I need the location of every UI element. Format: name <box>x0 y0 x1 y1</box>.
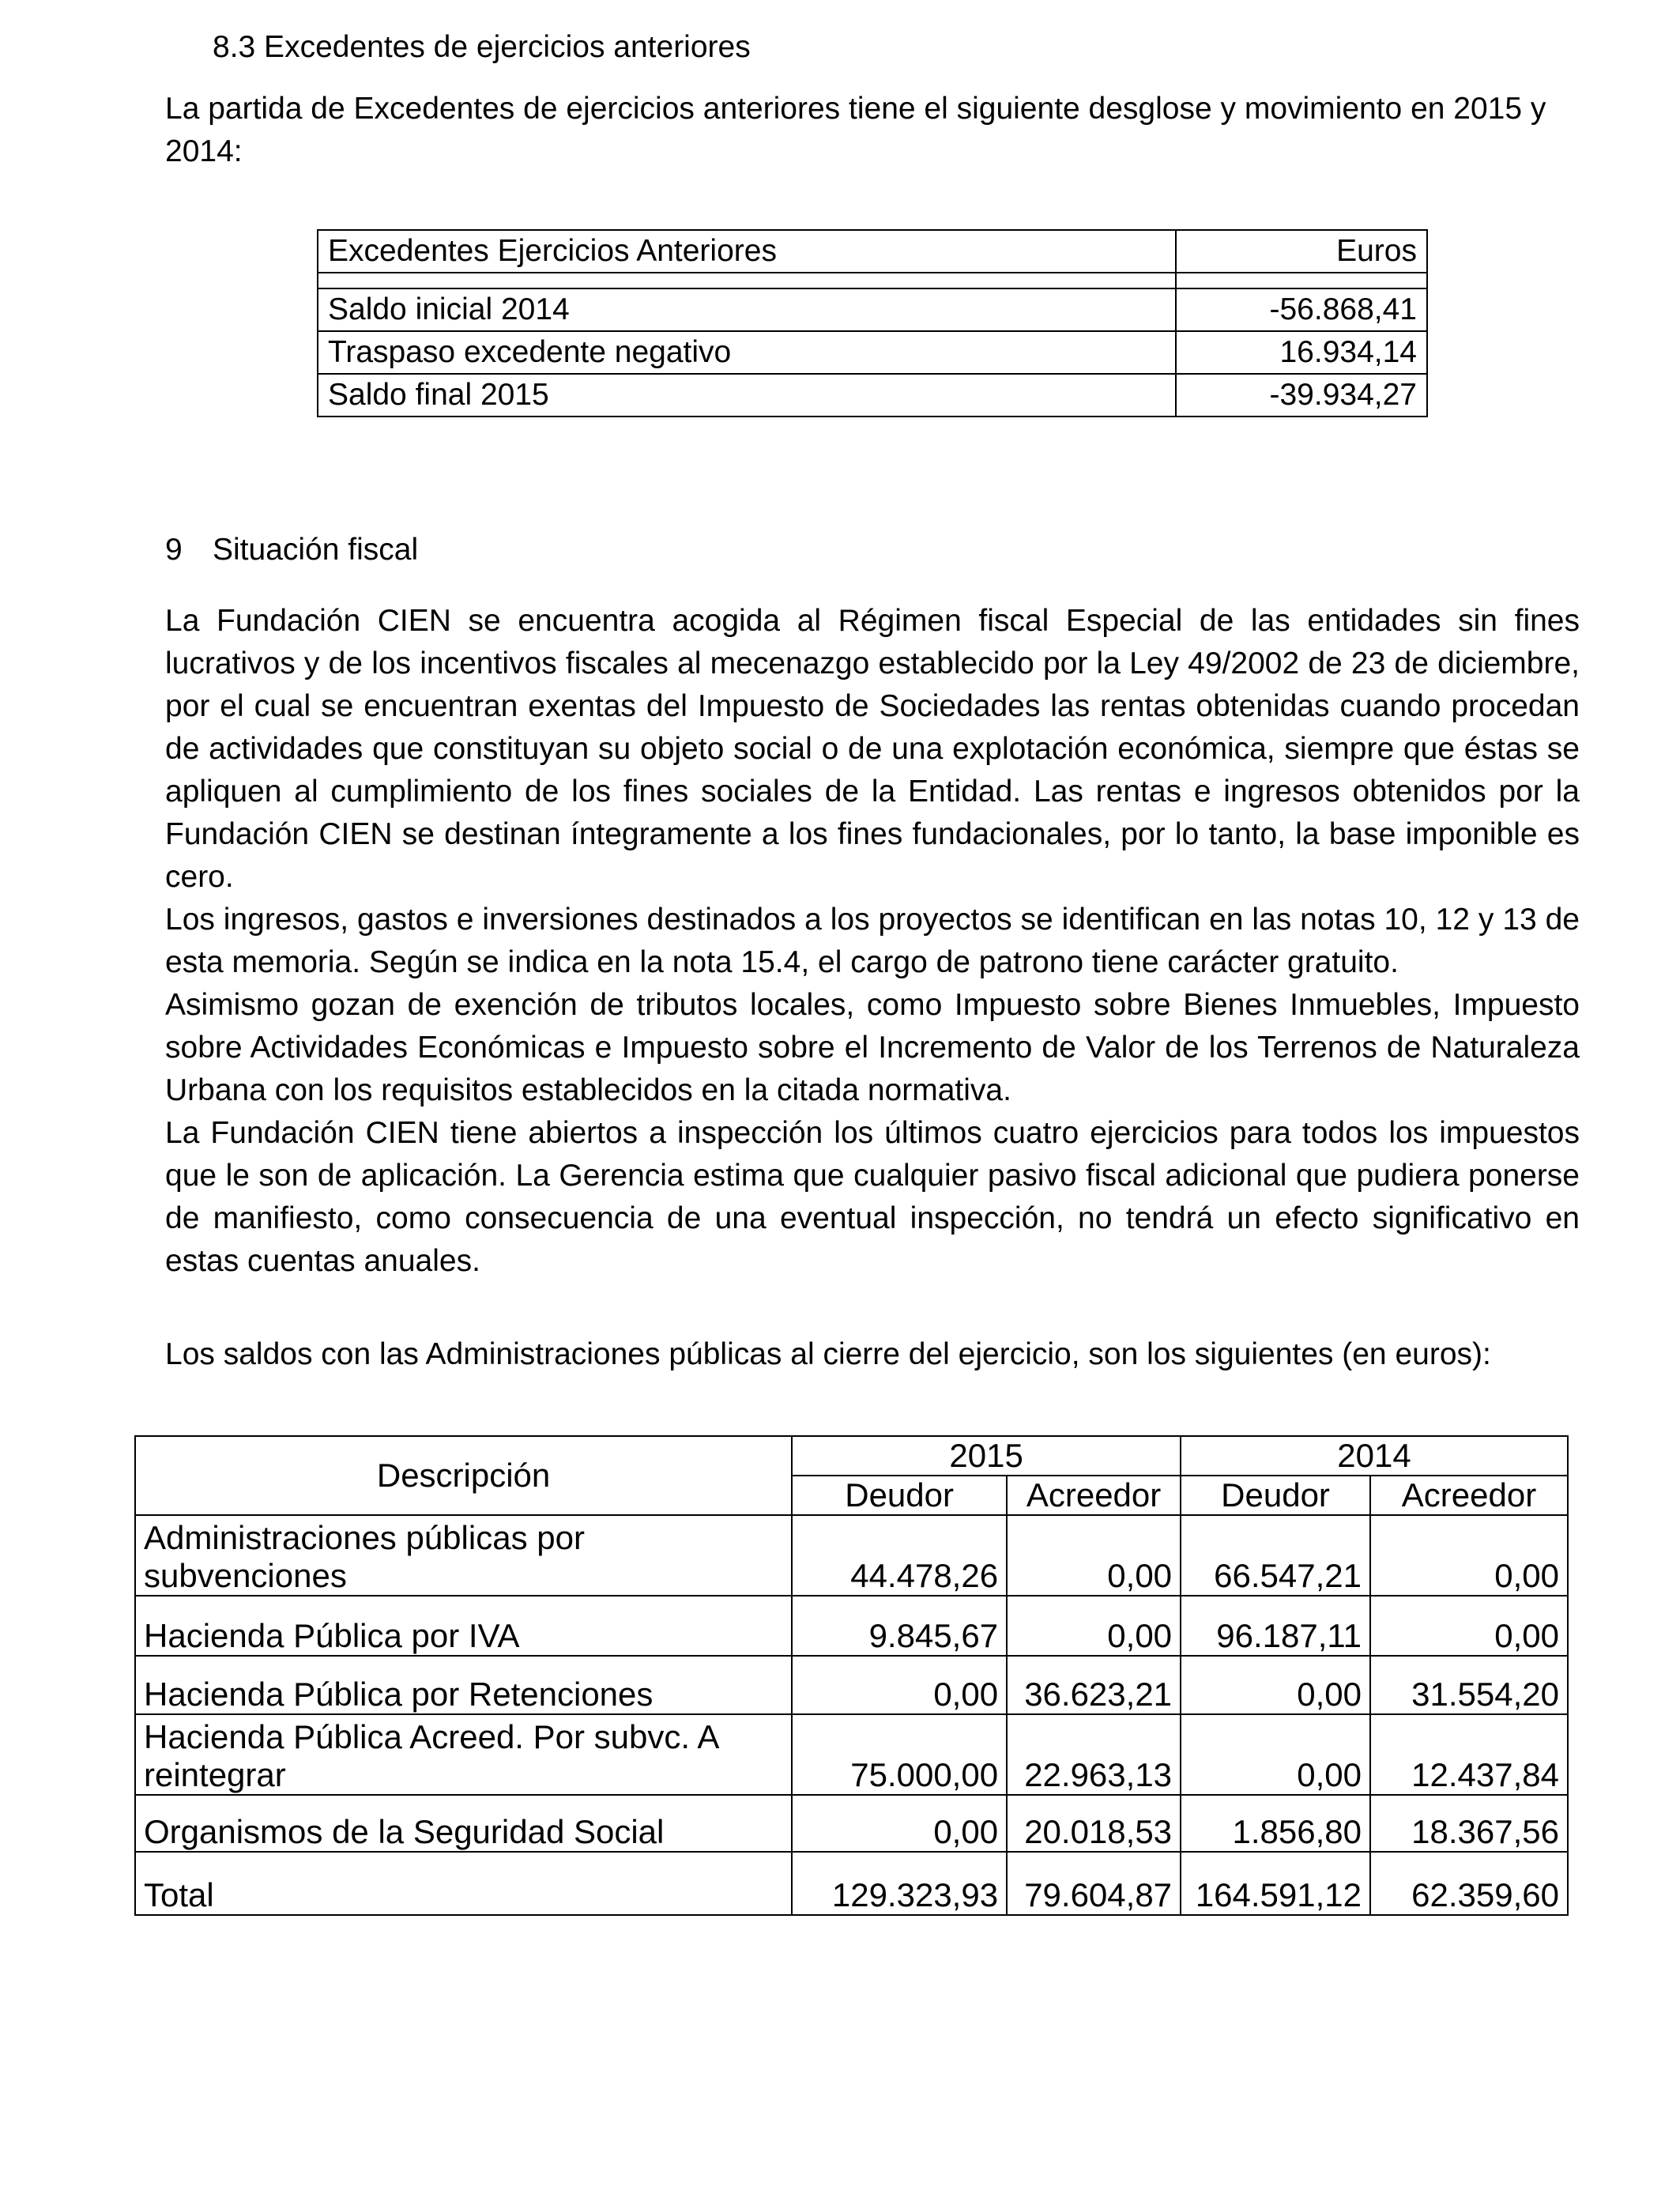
deudor-header: Deudor <box>792 1476 1007 1515</box>
table-row <box>135 1515 1568 1596</box>
header-value: Euros <box>1176 230 1427 273</box>
table-total-row <box>135 1852 1568 1915</box>
row-desc: Organismos de la Seguridad Social <box>135 1795 792 1852</box>
cell-acreedor-2015: 79.604,87 <box>1007 1852 1181 1915</box>
header-label: Excedentes Ejercicios Anteriores <box>318 230 1176 273</box>
table-spacer <box>318 273 1427 288</box>
section-9-body <box>165 600 1580 1283</box>
cell-acreedor-2014: 62.359,60 <box>1370 1852 1568 1915</box>
cell-acreedor-2014: 31.554,20 <box>1370 1656 1568 1714</box>
year-2015-header: 2015 <box>792 1436 1181 1476</box>
cell-acreedor-2015: 22.963,13 <box>1007 1714 1181 1795</box>
cell-deudor-2014: 164.591,12 <box>1181 1852 1370 1915</box>
cell-acreedor-2015: 0,00 <box>1007 1596 1181 1656</box>
paragraph: La Fundación CIEN tiene abiertos a inspección los últimos cuatro ejercicios para todos los impuestos que le son de aplicación. La Gerencia estima que cualquier pasivo fiscal adicional que pudiera ponerse de manifiesto, como consecuencia de una eventual inspección, no tendrá un efecto significativo en estas cuentas anuales. <box>165 1116 1580 1278</box>
table-row <box>135 1795 1568 1852</box>
row-label: Saldo inicial 2014 <box>318 288 1176 331</box>
table-row <box>318 288 1427 331</box>
acreedor-header: Acreedor <box>1007 1476 1181 1515</box>
paragraph: Los ingresos, gastos e inversiones destinados a los proyectos se identifican en las notas 10, 12 y 13 de esta memoria. Según se indica en la nota 15.4, el cargo de patrono tiene carácter gratuito. <box>165 903 1580 979</box>
cell-deudor-2014: 1.856,80 <box>1181 1795 1370 1852</box>
row-desc: Hacienda Pública Acreed. Por subvc. A reintegrar <box>135 1714 792 1795</box>
table-header-row <box>318 230 1427 273</box>
table-row <box>135 1714 1568 1795</box>
cell-acreedor-2014: 12.437,84 <box>1370 1714 1568 1795</box>
cell-deudor-2015: 44.478,26 <box>792 1515 1007 1596</box>
section-9-number: 9 <box>165 533 183 567</box>
row-desc: Hacienda Pública por Retenciones <box>135 1656 792 1714</box>
row-value: -56.868,41 <box>1176 288 1427 331</box>
cell-deudor-2015: 0,00 <box>792 1795 1007 1852</box>
table-header-row <box>135 1436 1568 1476</box>
row-value: -39.934,27 <box>1176 374 1427 417</box>
table-row <box>318 331 1427 374</box>
paragraph: Asimismo gozan de exención de tributos locales, como Impuesto sobre Bienes Inmuebles, Impuesto sobre Actividades Económicas e Impuesto sobre el Incremento de Valor de los Terrenos de Naturaleza Urbana con los requisitos establecidos en la citada normativa. <box>165 988 1580 1107</box>
row-label: Traspaso excedente negativo <box>318 331 1176 374</box>
cell-deudor-2015: 129.323,93 <box>792 1852 1007 1915</box>
saldos-table <box>134 1435 1569 1916</box>
section-8-3-heading: 8.3 Excedentes de ejercicios anteriores <box>213 30 751 64</box>
deudor-header: Deudor <box>1181 1476 1370 1515</box>
cell-acreedor-2014: 18.367,56 <box>1370 1795 1568 1852</box>
excedentes-table <box>317 229 1428 417</box>
cell-deudor-2014: 66.547,21 <box>1181 1515 1370 1596</box>
cell-acreedor-2015: 36.623,21 <box>1007 1656 1181 1714</box>
table-row <box>135 1596 1568 1656</box>
saldos-intro: Los saldos con las Administraciones públicas al cierre del ejercicio, son los siguientes (en euros): <box>165 1337 1491 1371</box>
cell-acreedor-2014: 0,00 <box>1370 1596 1568 1656</box>
cell-deudor-2014: 96.187,11 <box>1181 1596 1370 1656</box>
paragraph: La Fundación CIEN se encuentra acogida al Régimen fiscal Especial de las entidades sin fines lucrativos y de los incentivos fiscales al mecenazgo establecido por la Ley 49/2002 de 23 de diciembre, por el cual se encuentran exentas del Impuesto de Sociedades las rentas obtenidas cuando procedan de actividades que constituyan su objeto social o de una explotación económica, siempre que éstas se apliquen al cumplimiento de los fines sociales de la Entidad. Las rentas e ingresos obtenidos por la Fundación CIEN se destinan íntegramente a los fines fundacionales, por lo tanto, la base imponible es cero. <box>165 604 1580 894</box>
row-desc: Total <box>135 1852 792 1915</box>
cell-acreedor-2015: 20.018,53 <box>1007 1795 1181 1852</box>
cell-deudor-2014: 0,00 <box>1181 1656 1370 1714</box>
row-desc: Administraciones públicas por subvenciones <box>135 1515 792 1596</box>
cell-deudor-2015: 0,00 <box>792 1656 1007 1714</box>
acreedor-header: Acreedor <box>1370 1476 1568 1515</box>
section-9-heading: Situación fiscal <box>213 533 419 567</box>
cell-deudor-2015: 75.000,00 <box>792 1714 1007 1795</box>
row-value: 16.934,14 <box>1176 331 1427 374</box>
table-row <box>135 1656 1568 1714</box>
cell-deudor-2015: 9.845,67 <box>792 1596 1007 1656</box>
row-desc: Hacienda Pública por IVA <box>135 1596 792 1656</box>
col-desc-header: Descripción <box>135 1436 792 1515</box>
cell-acreedor-2014: 0,00 <box>1370 1515 1568 1596</box>
cell-deudor-2014: 0,00 <box>1181 1714 1370 1795</box>
section-8-3-intro: La partida de Excedentes de ejercicios anteriores tiene el siguiente desglose y movimiento en 2015 y 2014: <box>165 92 1546 168</box>
row-label: Saldo final 2015 <box>318 374 1176 417</box>
cell-acreedor-2015: 0,00 <box>1007 1515 1181 1596</box>
table-row <box>318 374 1427 417</box>
year-2014-header: 2014 <box>1181 1436 1568 1476</box>
